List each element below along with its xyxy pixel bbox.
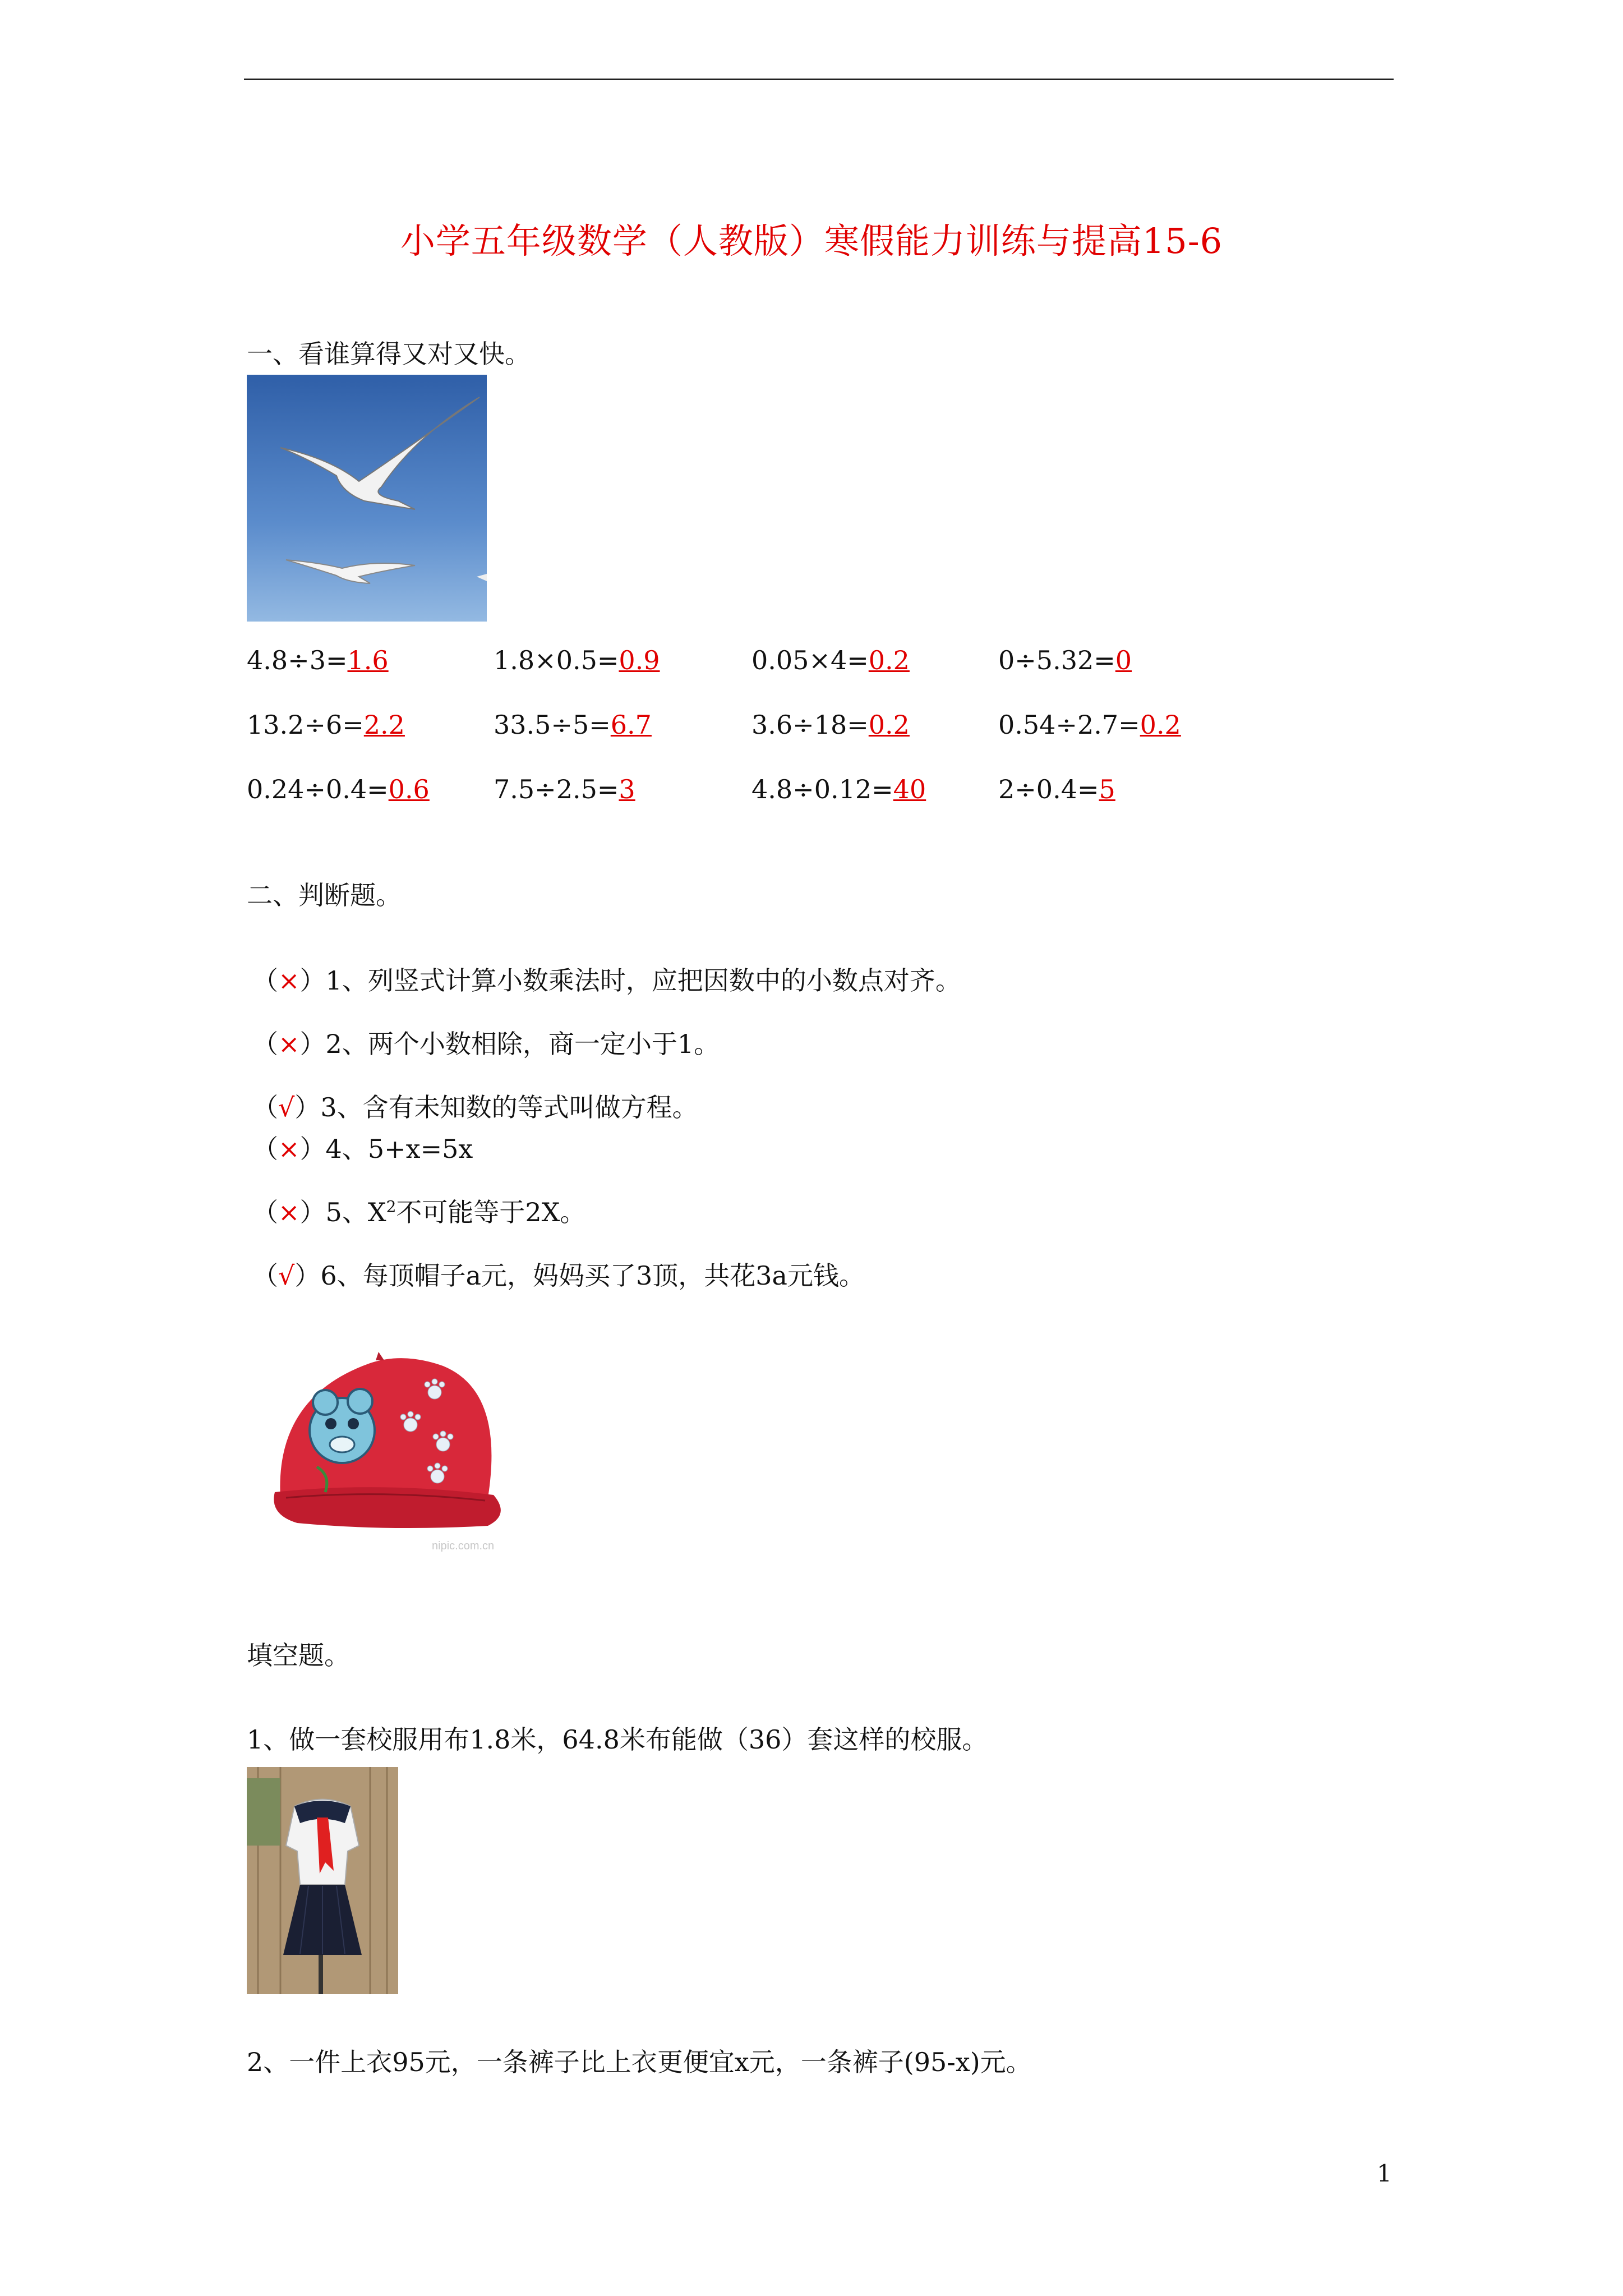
judgement-mark: × bbox=[278, 965, 300, 996]
calc-answer: 5 bbox=[1099, 774, 1115, 804]
calc-answer: 3 bbox=[619, 774, 635, 804]
calc-answer: 0 bbox=[1115, 645, 1132, 675]
calc-answer: 6.7 bbox=[610, 710, 652, 740]
judgement-item: （√）6、每顶帽子a元，妈妈买了3顶，共花3a元钱。 bbox=[252, 1260, 865, 1291]
seagulls-image bbox=[247, 375, 487, 622]
judgement-item: （×）1、列竖式计算小数乘法时，应把因数中的小数点对齐。 bbox=[252, 965, 961, 996]
section-3-heading: 填空题。 bbox=[247, 1640, 350, 1671]
calc-expr: 33.5÷5= bbox=[494, 710, 611, 740]
judgement-mark: √ bbox=[278, 1092, 295, 1122]
page-number: 1 bbox=[1377, 2160, 1392, 2187]
calc-answer: 0.2 bbox=[868, 710, 910, 740]
judgement-mark: × bbox=[278, 1134, 300, 1164]
calc-expr: 2÷0.4= bbox=[998, 774, 1099, 804]
fill-question-2: 2、一件上衣95元，一条裤子比上衣更便宜x元，一条裤子(95-x)元。 bbox=[247, 2047, 1032, 2077]
judgement-text: 2、两个小数相除，商一定小于1。 bbox=[325, 1029, 720, 1059]
calc-answer: 0.6 bbox=[388, 774, 430, 804]
judgement-text: 6、每顶帽子a元，妈妈买了3顶，共花3a元钱。 bbox=[320, 1260, 865, 1291]
calc-expr: 0.05×4= bbox=[751, 645, 869, 675]
calc-row-1 bbox=[247, 645, 1368, 684]
judgement-text: 1、列竖式计算小数乘法时，应把因数中的小数点对齐。 bbox=[325, 965, 961, 996]
judgement-item: （×）2、两个小数相除，商一定小于1。 bbox=[252, 1029, 720, 1059]
calc-row-3 bbox=[247, 774, 1368, 813]
judgement-mark: √ bbox=[278, 1260, 295, 1291]
school-uniform-image bbox=[247, 1767, 398, 1994]
red-cap-image bbox=[264, 1329, 544, 1565]
judgement-mark: × bbox=[278, 1197, 300, 1227]
calc-expr: 1.8×0.5= bbox=[494, 645, 619, 675]
calc-expr: 4.8÷0.12= bbox=[751, 774, 893, 804]
calc-answer: 0.2 bbox=[868, 645, 910, 675]
calc-expr: 4.8÷3= bbox=[247, 645, 348, 675]
judgement-item: （×）4、5+x=5x bbox=[252, 1134, 473, 1164]
calc-answer: 1.6 bbox=[347, 645, 389, 675]
section-1-heading: 一、看谁算得又对又快。 bbox=[247, 339, 531, 369]
fill-question-1: 1、做一套校服用布1.8米，64.8米布能做（36）套这样的校服。 bbox=[247, 1724, 988, 1755]
calc-expr: 0.54÷2.7= bbox=[998, 710, 1140, 740]
judgement-item: （√）3、含有未知数的等式叫做方程。 bbox=[252, 1092, 698, 1122]
calc-answer: 2.2 bbox=[363, 710, 405, 740]
judgement-mark: × bbox=[278, 1029, 300, 1059]
calc-expr: 0÷5.32= bbox=[998, 645, 1115, 675]
calc-expr: 3.6÷18= bbox=[751, 710, 869, 740]
judgement-item: （×）5、$X^2$不可能等于2X。 bbox=[252, 1197, 586, 1227]
superscript: 2 bbox=[386, 1197, 396, 1216]
calc-answer: 0.2 bbox=[1140, 710, 1181, 740]
calc-expr: 0.24÷0.4= bbox=[247, 774, 389, 804]
header-rule bbox=[244, 79, 1394, 80]
calc-expr: 7.5÷2.5= bbox=[494, 774, 619, 804]
page-title: 小学五年级数学（人教版）寒假能力训练与提高15-6 bbox=[400, 220, 1223, 261]
judgement-text: 5、X bbox=[325, 1197, 386, 1227]
judgement-text: 4、5+x=5x bbox=[325, 1134, 473, 1164]
calc-row-2 bbox=[247, 710, 1368, 749]
calc-answer: 40 bbox=[893, 774, 926, 804]
judgement-text: 3、含有未知数的等式叫做方程。 bbox=[320, 1092, 698, 1122]
section-2-heading: 二、判断题。 bbox=[247, 880, 402, 910]
calc-answer: 0.9 bbox=[619, 645, 660, 675]
calc-expr: 13.2÷6= bbox=[247, 710, 364, 740]
watermark-text: nipic.com.cn bbox=[432, 1540, 495, 1552]
